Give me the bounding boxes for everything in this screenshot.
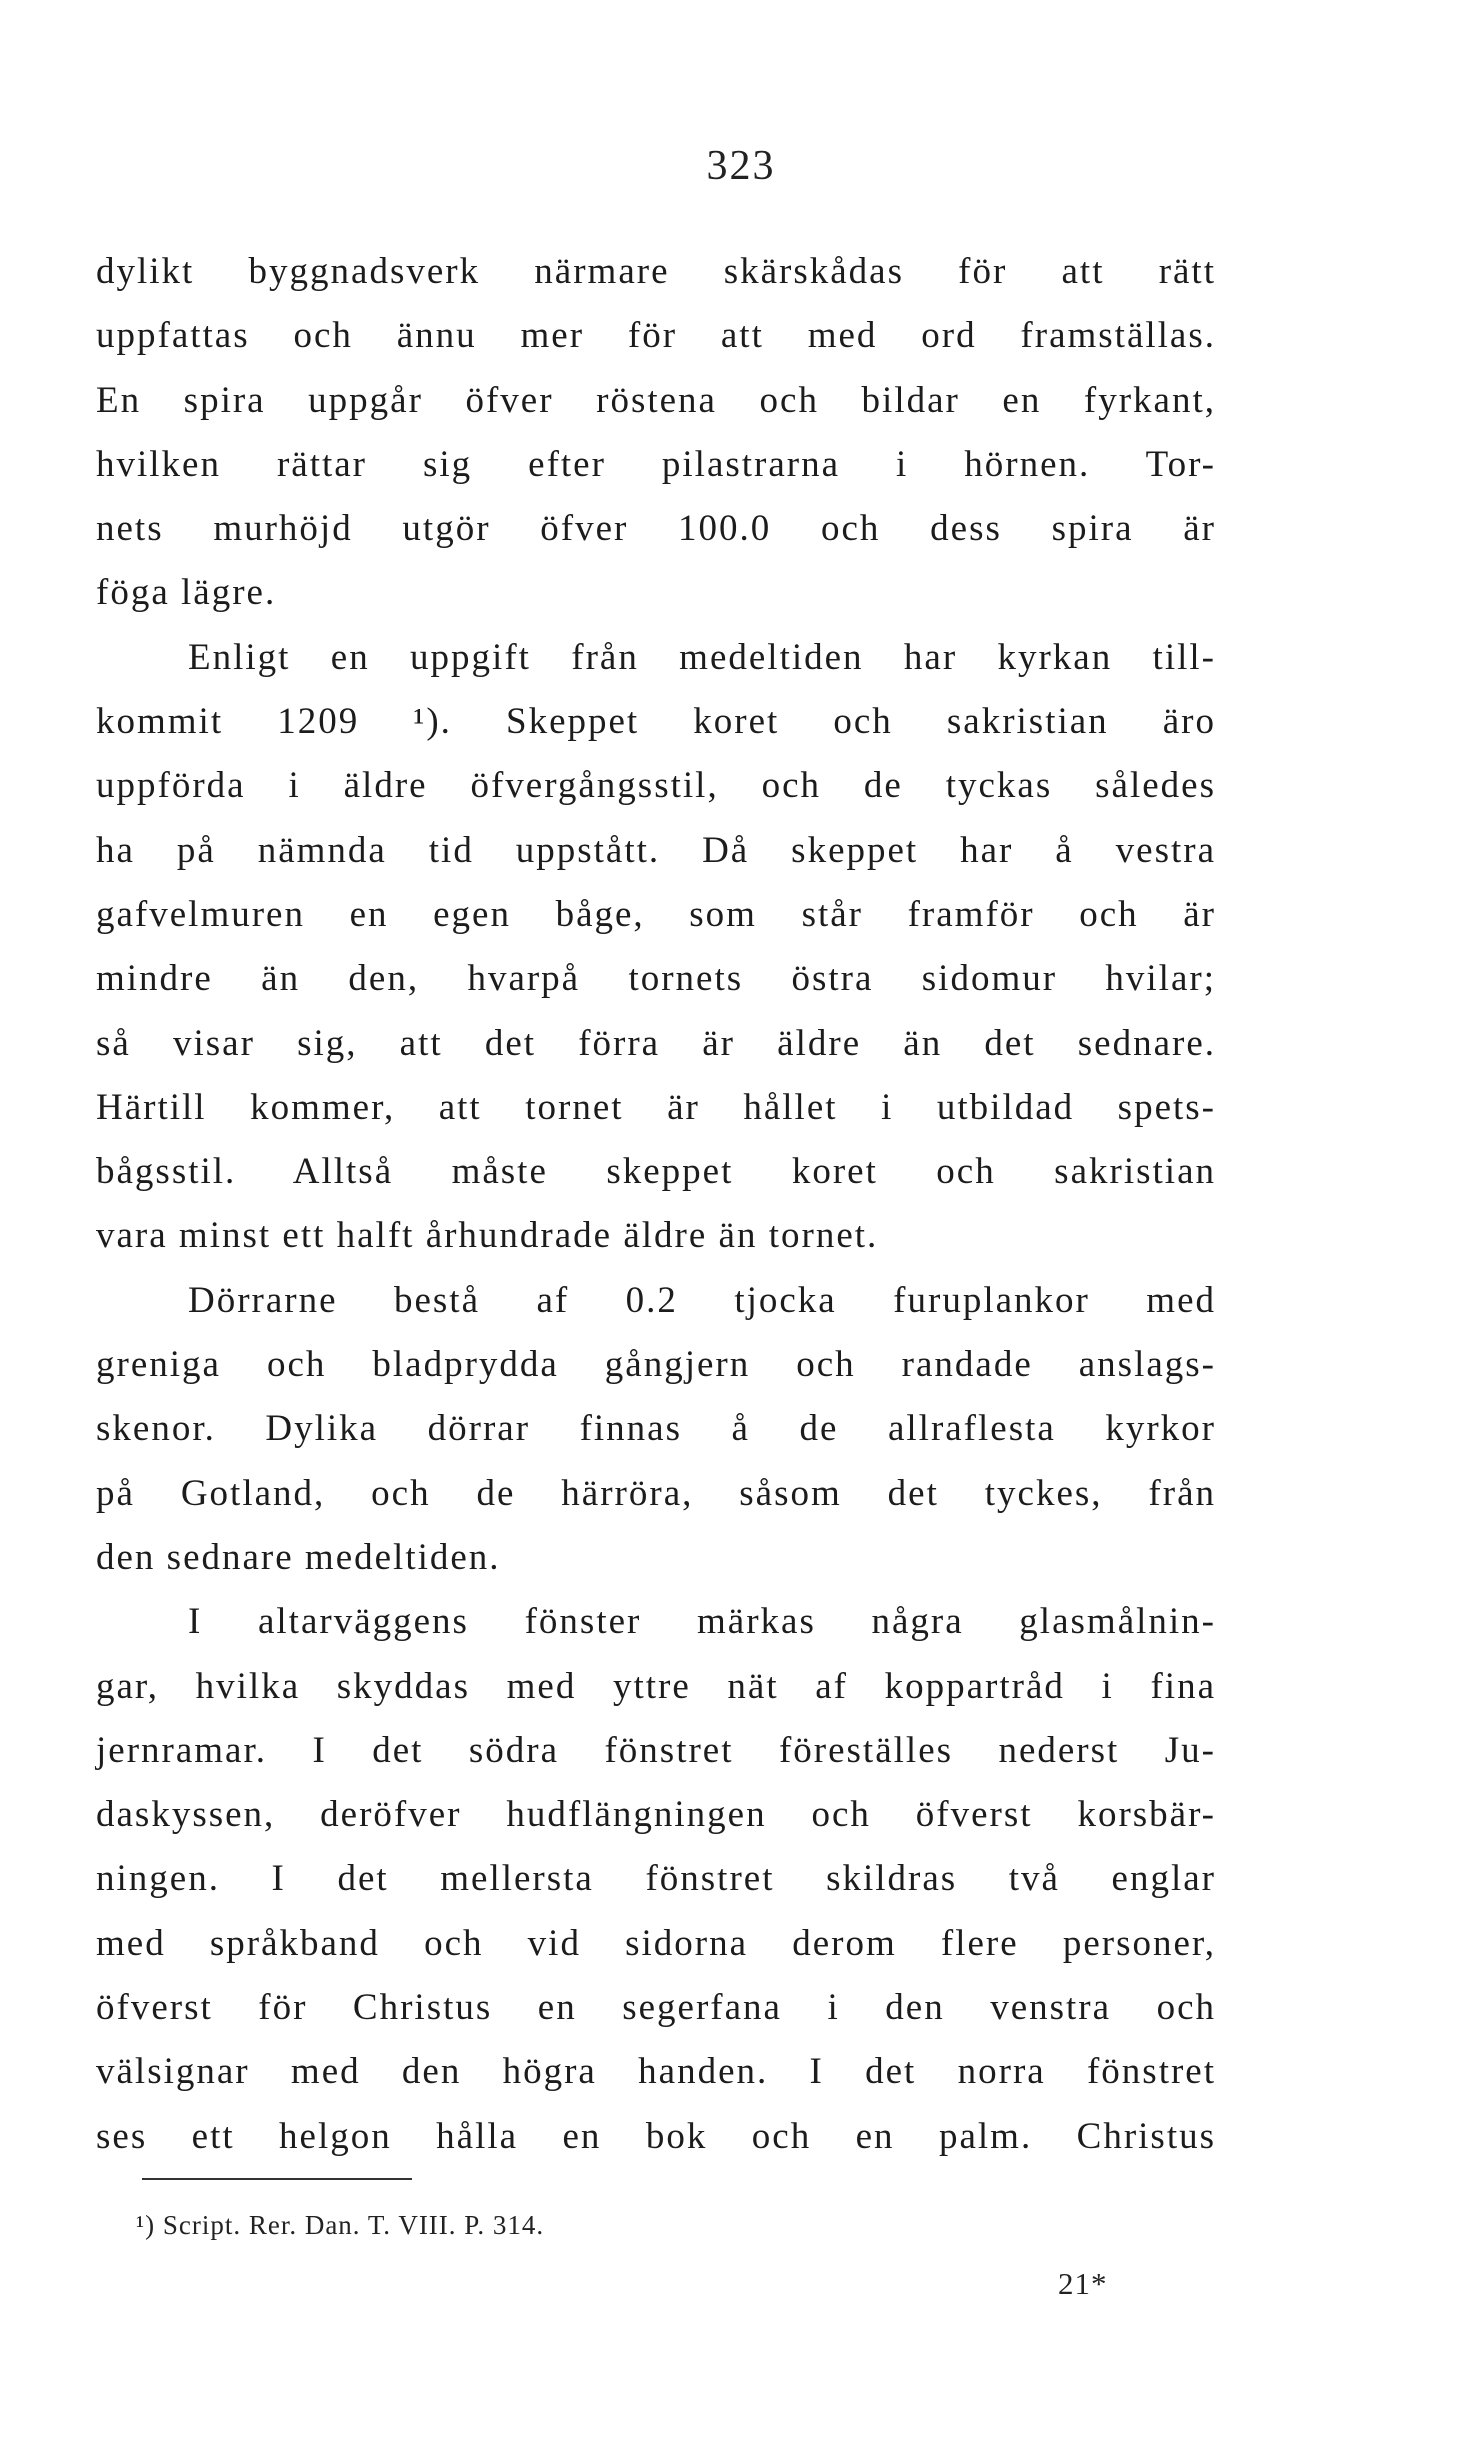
text-line: hvilken rättar sig efter pilastrarna i hörnen. Tor- <box>96 443 1216 485</box>
text-line: skenor. Dylika dörrar finnas å de allraflesta kyrkor <box>96 1408 1216 1450</box>
page-number: 323 <box>706 143 776 189</box>
text-line: jernramar. I det södra fönstret föreställes nederst Ju- <box>96 1729 1216 1771</box>
text-line: kommit 1209 ¹). Skeppet koret och sakristian äro <box>96 701 1216 743</box>
text-line: välsignar med den högra handen. I det norra fönstret <box>96 2051 1216 2093</box>
text-line: vara minst ett halft århundrade äldre än tornet. <box>96 1215 879 1257</box>
text-line: mindre än den, hvarpå tornets östra sidomur hvilar; <box>96 958 1216 1000</box>
text-line: nets murhöjd utgör öfver 100.0 och dess spira är <box>96 508 1216 550</box>
text-line: gar, hvilka skyddas med yttre nät af koppartråd i fina <box>96 1665 1216 1707</box>
text-line: uppförda i äldre öfvergångsstil, och de tyckas således <box>96 765 1216 807</box>
text-line: greniga och bladprydda gångjern och randade anslags- <box>96 1344 1216 1386</box>
text-line: ses ett helgon hålla en bok och en palm. Christus <box>96 2115 1216 2157</box>
text-line: föga lägre. <box>96 572 277 614</box>
text-line: den sednare medeltiden. <box>96 1536 501 1578</box>
text-line: uppfattas och ännu mer för att med ord framställas. <box>96 315 1216 357</box>
text-line: på Gotland, och de härröra, såsom det tyckes, från <box>96 1472 1216 1514</box>
text-line: ningen. I det mellersta fönstret skildras två englar <box>96 1858 1216 1900</box>
body-text <box>96 240 1216 2169</box>
text-line: så visar sig, att det förra är äldre än det sednare. <box>96 1022 1216 1064</box>
text-line: Enligt en uppgift från medeltiden har kyrkan till- <box>188 636 1216 678</box>
text-line: dylikt byggnadsverk närmare skärskådas för att rätt <box>96 251 1216 292</box>
text-line: daskyssen, deröfver hudflängningen och öfverst korsbär- <box>96 1794 1216 1836</box>
text-line: med språkband och vid sidorna derom flere personer, <box>96 1922 1216 1964</box>
text-line: öfverst för Christus en segerfana i den venstra och <box>96 1987 1216 2029</box>
signature-mark: 21* <box>1058 2266 1108 2301</box>
text-line: Dörrarne bestå af 0.2 tjocka furuplankor med <box>188 1279 1216 1321</box>
text-line: gafvelmuren en egen båge, som står framför och är <box>96 893 1216 935</box>
text-line: Härtill kommer, att tornet är hållet i utbildad spets- <box>96 1086 1216 1128</box>
text-line: bågsstil. Alltså måste skeppet koret och sakristian <box>96 1151 1216 1193</box>
text-line: ha på nämnda tid uppstått. Då skeppet har å vestra <box>96 829 1216 871</box>
footnote: ¹) Script. Rer. Dan. T. VIII. P. 314. <box>136 2210 545 2240</box>
text-line: En spira uppgår öfver röstena och bildar en fyrkant, <box>96 379 1216 421</box>
footnote-divider <box>142 2178 412 2180</box>
text-line: I altarväggens fönster märkas några glasmålnin- <box>188 1601 1216 1643</box>
